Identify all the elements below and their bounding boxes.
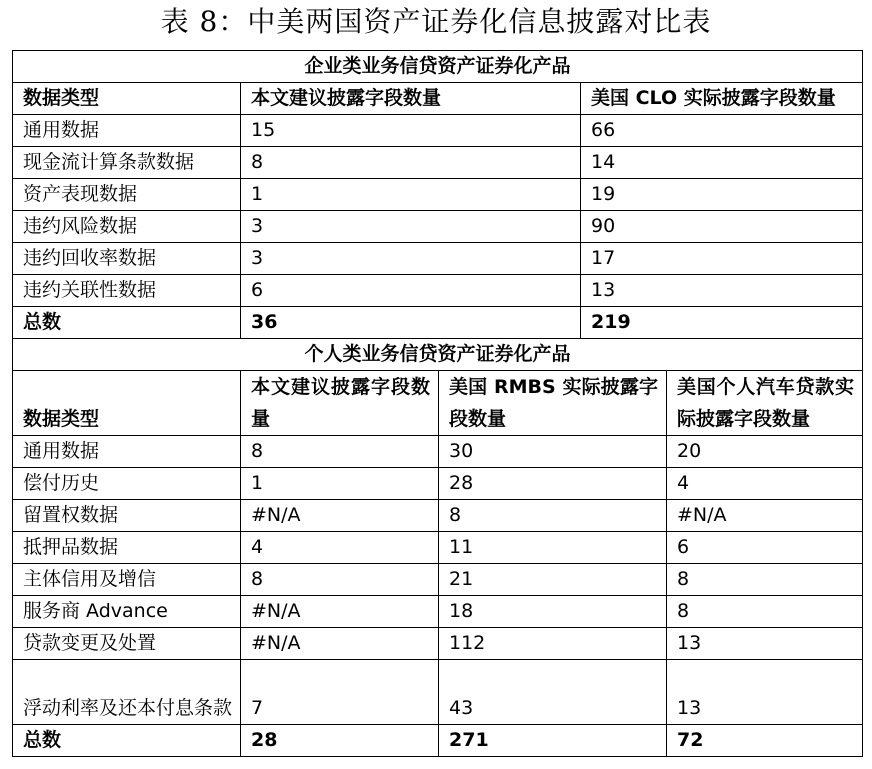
data-type-cell: 违约关联性数据 xyxy=(13,275,241,307)
value-cell: 8 xyxy=(241,564,439,596)
column-header: 本文建议披露字段数量 xyxy=(241,371,439,436)
data-type-cell: 通用数据 xyxy=(13,436,241,468)
value-cell: #N/A xyxy=(241,596,439,628)
table-row xyxy=(13,468,863,500)
total-value: 271 xyxy=(439,725,667,757)
data-type-cell: 现金流计算条款数据 xyxy=(13,147,241,179)
value-cell: 1 xyxy=(241,179,581,211)
total-value: 28 xyxy=(241,725,439,757)
column-header: 美国 CLO 实际披露字段数量 xyxy=(581,83,863,115)
table-row xyxy=(13,532,863,564)
data-type-cell: 贷款变更及处置 xyxy=(13,628,241,660)
section-header-row xyxy=(13,339,863,371)
value-cell: 8 xyxy=(241,436,439,468)
table-row xyxy=(13,436,863,468)
value-cell: 66 xyxy=(581,115,863,147)
data-type-cell: 资产表现数据 xyxy=(13,179,241,211)
column-header: 数据类型 xyxy=(13,371,241,436)
table-header-row xyxy=(13,83,863,115)
section-header-row xyxy=(13,51,863,83)
value-cell: 13 xyxy=(667,628,863,660)
table-header-row xyxy=(13,371,863,436)
value-cell: 21 xyxy=(439,564,667,596)
value-cell: 6 xyxy=(667,532,863,564)
table-row xyxy=(13,147,863,179)
value-cell: #N/A xyxy=(667,500,863,532)
table-row xyxy=(13,628,863,660)
table-row xyxy=(13,211,863,243)
table-row xyxy=(13,243,863,275)
value-cell: 20 xyxy=(667,436,863,468)
total-row xyxy=(13,725,863,757)
data-type-cell: 违约回收率数据 xyxy=(13,243,241,275)
total-value: 219 xyxy=(581,307,863,339)
value-cell: 4 xyxy=(667,468,863,500)
table-row xyxy=(13,275,863,307)
column-header: 美国 RMBS 实际披露字段数量 xyxy=(439,371,667,436)
total-value: 36 xyxy=(241,307,581,339)
data-type-cell: 主体信用及增信 xyxy=(13,564,241,596)
data-type-cell: 偿付历史 xyxy=(13,468,241,500)
value-cell: 1 xyxy=(241,468,439,500)
value-cell: 8 xyxy=(439,500,667,532)
total-label: 总数 xyxy=(13,725,241,757)
value-cell: 7 xyxy=(241,660,439,725)
value-cell: #N/A xyxy=(241,628,439,660)
value-cell: #N/A xyxy=(241,500,439,532)
value-cell: 30 xyxy=(439,436,667,468)
table-row xyxy=(13,564,863,596)
column-header: 美国个人汽车贷款实际披露字段数量 xyxy=(667,371,863,436)
value-cell: 17 xyxy=(581,243,863,275)
total-value: 72 xyxy=(667,725,863,757)
column-header: 数据类型 xyxy=(13,83,241,115)
value-cell: 14 xyxy=(581,147,863,179)
value-cell: 28 xyxy=(439,468,667,500)
data-type-cell: 违约风险数据 xyxy=(13,211,241,243)
data-type-cell: 抵押品数据 xyxy=(13,532,241,564)
value-cell: 13 xyxy=(581,275,863,307)
table-row xyxy=(13,660,863,725)
value-cell: 8 xyxy=(667,564,863,596)
table-row xyxy=(13,500,863,532)
table-row xyxy=(13,596,863,628)
value-cell: 8 xyxy=(667,596,863,628)
total-label: 总数 xyxy=(13,307,241,339)
value-cell: 11 xyxy=(439,532,667,564)
table-title: 表 8：中美两国资产证券化信息披露对比表 xyxy=(160,5,712,38)
value-cell: 18 xyxy=(439,596,667,628)
data-type-cell: 通用数据 xyxy=(13,115,241,147)
total-row xyxy=(13,307,863,339)
value-cell: 8 xyxy=(241,147,581,179)
section-title-personal: 个人类业务信贷资产证券化产品 xyxy=(13,339,863,371)
value-cell: 15 xyxy=(241,115,581,147)
table-row xyxy=(13,115,863,147)
table-row xyxy=(13,179,863,211)
value-cell: 90 xyxy=(581,211,863,243)
data-type-cell: 浮动利率及还本付息条款 xyxy=(13,660,241,725)
comparison-table xyxy=(12,50,863,757)
value-cell: 112 xyxy=(439,628,667,660)
value-cell: 3 xyxy=(241,211,581,243)
data-type-cell: 留置权数据 xyxy=(13,500,241,532)
data-type-cell: 服务商 Advance xyxy=(13,596,241,628)
value-cell: 13 xyxy=(667,660,863,725)
column-header: 本文建议披露字段数量 xyxy=(241,83,581,115)
value-cell: 43 xyxy=(439,660,667,725)
value-cell: 6 xyxy=(241,275,581,307)
section-title-corporate: 企业类业务信贷资产证券化产品 xyxy=(13,51,863,83)
value-cell: 19 xyxy=(581,179,863,211)
value-cell: 4 xyxy=(241,532,439,564)
value-cell: 3 xyxy=(241,243,581,275)
